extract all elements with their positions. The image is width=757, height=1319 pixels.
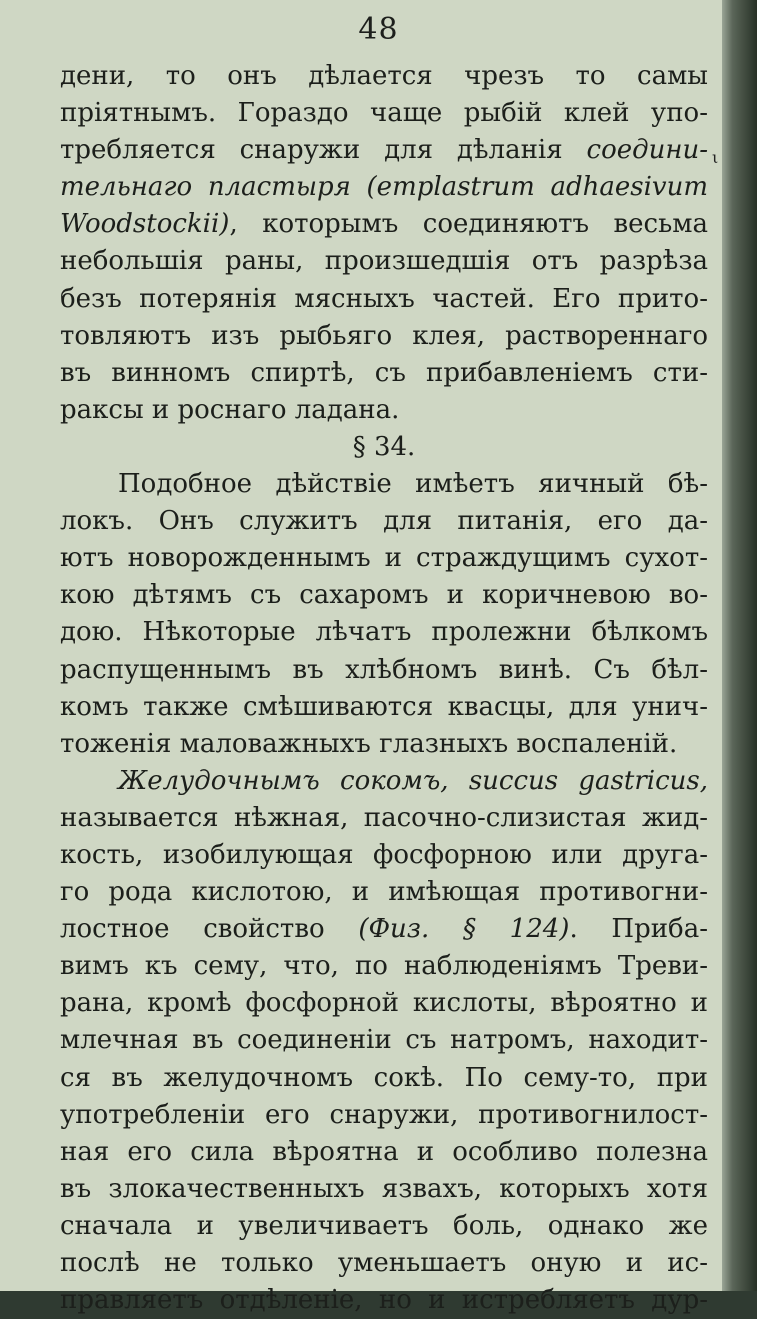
text-segment: послѣ не только уменьшаетъ оную и ис- (60, 1248, 708, 1278)
text-line (60, 911, 708, 948)
text-segment: локъ. Онъ служитъ для питанія, его да- (60, 506, 708, 537)
text-segment: кость, изобилующая фосфорною или друга- (60, 839, 708, 870)
text-line (60, 58, 708, 95)
text-segment: правляетъ отдѣленіе, но и истребляетъ дур- (60, 1285, 708, 1316)
text-line (60, 874, 708, 911)
text-line (60, 614, 708, 651)
text-line (60, 206, 708, 243)
text-line (60, 503, 708, 540)
italic-text-segment: (Физ. § 124) (358, 914, 570, 945)
text-line (60, 800, 708, 837)
text-line (60, 355, 708, 392)
text-segment: пріятнымъ. Гораздо чаще рыбій клей упо- (60, 98, 708, 129)
text-segment: рана, кромѣ фосфорной кислоты, вѣроятно и (60, 988, 708, 1019)
text-line (60, 577, 708, 614)
text-line (60, 837, 708, 874)
text-segment: ютъ новорожденнымъ и страждущимъ сухот- (60, 543, 708, 574)
text-segment: , которымъ соединяютъ весьма (229, 209, 708, 240)
text-line (60, 1245, 708, 1282)
text-segment: ся въ желудочномъ сокѣ. По сему-то, при (60, 1062, 708, 1093)
page-number: 48 (358, 12, 399, 47)
text-segment: въ злокачественныхъ язвахъ, которыхъ хотя (60, 1173, 708, 1204)
text-segment: комъ также смѣшиваются квасцы, для унич- (60, 691, 708, 722)
text-segment: называется нѣжная, пасочно-слизистая жид- (60, 802, 708, 833)
text-segment: небольшія раны, произшедшія отъ разрѣза (60, 246, 708, 277)
text-segment: кою дѣтямъ съ сахаромъ и коричневою во- (60, 580, 708, 611)
text-segment: тоженія маловажныхъ глазныхъ воспаленій. (60, 728, 678, 759)
text-line (60, 1171, 708, 1208)
text-segment: распущеннымъ въ хлѣбномъ винѣ. Съ бѣл- (60, 654, 708, 685)
text-line (60, 540, 708, 577)
text-line (60, 281, 708, 318)
italic-text-segment: соедини- (586, 135, 708, 166)
text-line (60, 243, 708, 280)
text-line (60, 1022, 708, 1059)
text-segment: го рода кислотою, и имѣющая противогни- (60, 877, 708, 908)
text-segment: требляется снаружи для дѣланія (60, 135, 587, 166)
italic-text-segment: тельнаго пластыря (emplastrum adhaesivum (60, 172, 708, 203)
text-segment: вимъ къ сему, что, по наблюденіямъ Треви- (60, 951, 708, 982)
section-heading (60, 429, 708, 466)
text-line (60, 763, 708, 800)
text-line (60, 1097, 708, 1134)
text-segment: раксы и роснаго ладана. (60, 394, 400, 425)
text-line (60, 689, 708, 726)
text-segment: . Приба- (569, 914, 708, 945)
text-segment: ная его сила вѣроятна и особливо полезна (60, 1136, 708, 1167)
italic-text-segment: Woodstockii) (60, 209, 230, 240)
text-line (60, 1282, 708, 1319)
text-line (60, 466, 708, 503)
text-segment: въ винномъ спиртѣ, съ прибавленіемъ сти- (60, 357, 708, 388)
text-segment: лостное свойство (60, 914, 359, 945)
text-segment: безъ потерянія мясныхъ частей. Его прито- (60, 283, 708, 314)
italic-text-segment: Желудочнымъ сокомъ, succus gastricus, (118, 765, 708, 796)
text-segment: сначала и увеличиваетъ боль, однако же (60, 1210, 708, 1241)
text-segment: § 34. (352, 431, 416, 462)
text-line (60, 1060, 708, 1097)
text-line (60, 95, 708, 132)
text-line (60, 1134, 708, 1171)
text-segment: Подобное дѣйствіе имѣетъ яичный бѣ- (118, 469, 708, 500)
text-line (60, 948, 708, 985)
body-text (60, 58, 708, 1319)
text-line (60, 392, 708, 429)
text-line (60, 1208, 708, 1245)
text-line (60, 169, 708, 206)
text-line (60, 985, 708, 1022)
text-segment: млечная въ соединеніи съ натромъ, находит- (60, 1025, 708, 1056)
text-segment: дени, то онъ дѣлается чрезъ то самы (60, 61, 708, 91)
facing-page-edge (722, 0, 757, 1291)
text-line (60, 318, 708, 355)
text-line (60, 726, 708, 763)
text-segment: употребленіи его снаружи, противогнилост- (60, 1099, 708, 1130)
text-segment: товляютъ изъ рыбьяго клея, раствореннаго (60, 320, 708, 351)
text-line (60, 652, 708, 689)
margin-mark: ι (712, 148, 719, 167)
text-segment: дою. Нѣкоторые лѣчатъ пролежни бѣлкомъ (60, 617, 708, 648)
text-line (60, 132, 708, 169)
